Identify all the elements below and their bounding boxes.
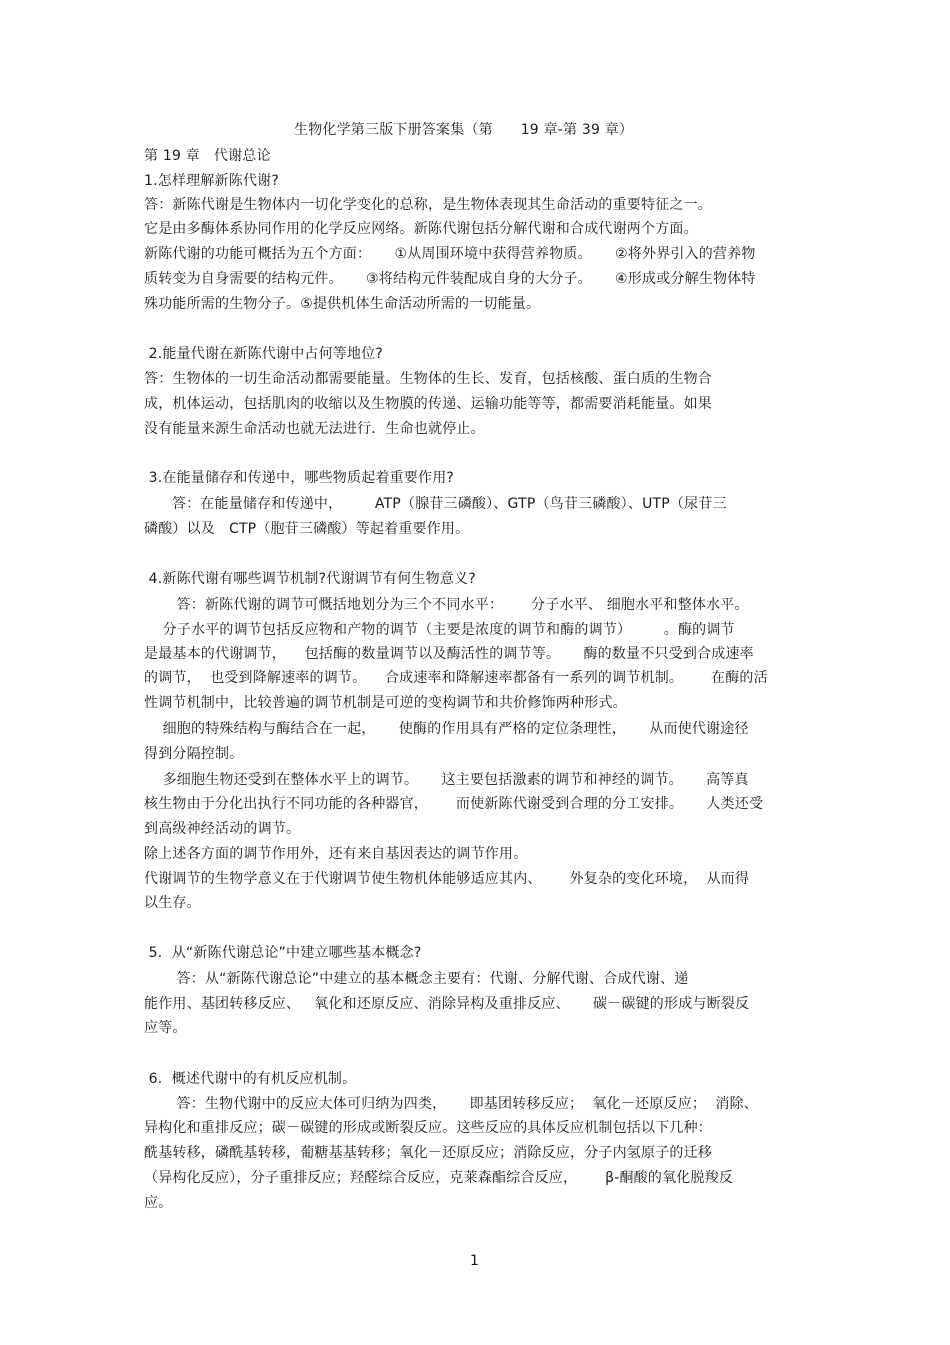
answer-line: 答：在能量储存和传递中， ATP（腺苷三磷酸）、GTP（鸟苷三磷酸）、UTP（尿苷三	[144, 496, 727, 512]
answer-line: 答：生物体的一切生命活动都需要能量。生物体的生长、发育，包括核酸、蛋白质的生物合	[144, 371, 712, 387]
answer-line: 异构化和重排反应；碳－碳键的形成或断裂反应。这些反应的具体反应机制包括以下几种：	[144, 1120, 712, 1136]
chapter-heading: 第 19 章 代谢总论	[144, 148, 271, 164]
answer-line: 的调节， 也受到降解速率的调节。 合成速率和降解速率都备有一系列的调节机制。 在酶的活	[144, 670, 768, 686]
answer-line: 答：新陈代谢是生物体内一切化学变化的总称，是生物体表现其生命活动的重要特征之一。	[144, 197, 712, 213]
question-1: 1.怎样理解新陈代谢?	[144, 173, 279, 189]
answer-line: 以生存。	[144, 895, 201, 911]
question-4: 4.新陈代谢有哪些调节机制?代谢调节有何生物意义?	[144, 571, 476, 587]
answer-line: 殊功能所需的生物分子。⑤提供机体生命活动所需的一切能量。	[144, 296, 541, 312]
answer-line: 代谢调节的生物学意义在于代谢调节使生物机体能够适应其内、 外复杂的变化环境， 从而得	[144, 871, 750, 887]
answer-line: 分子水平的调节包括反应物和产物的调节（主要是浓度的调节和酶的调节） 。酶的调节	[144, 622, 735, 638]
answer-line: 新陈代谢的功能可概括为五个方面： ①从周围环境中获得营养物质。 ②将外界引入的营养物	[144, 246, 756, 262]
question-5: 5. 从“新陈代谢总论”中建立哪些基本概念?	[144, 945, 422, 961]
answer-line: 它是由多酶体系协同作用的化学反应网络。新陈代谢包括分解代谢和合成代谢两个方面。	[144, 221, 698, 237]
page-number: 1	[470, 1253, 480, 1269]
answer-line: 细胞的特殊结构与酶结合在一起， 使酶的作用具有严格的定位条理性， 从而使代谢途径	[144, 721, 749, 737]
answer-line: 磷酸）以及 CTP（胞苷三磷酸）等起着重要作用。	[144, 521, 470, 537]
answer-line: 答：新陈代谢的调节可慨括地划分为三个不同水平： 分子水平、 细胞水平和整体水平。	[144, 597, 749, 613]
question-3: 3.在能量储存和传递中，哪些物质起着重要作用?	[144, 470, 455, 486]
answer-line: （异构化反应），分子重排反应；羟醛综合反应，克莱森酯综合反应， β-酮酸的氧化脱羧反	[144, 1170, 734, 1186]
answer-line: 能作用、基团转移反应、 氧化和还原反应、消除异构及重排反应、 碳－碳键的形成与断裂反	[144, 996, 750, 1012]
answer-line: 成，机体运动，包括肌肉的收缩以及生物膜的传递、运输功能等等，都需要消耗能量。如果	[144, 396, 712, 412]
document-title: 生物化学第三版下册答案集（第 19 章-第 39 章）	[294, 122, 634, 138]
answer-line: 性调节机制中，比较普遍的调节机制是可逆的变构调节和共价修饰两种形式。	[144, 695, 627, 711]
answer-line: 没有能量来源生命活动也就无法进行．生命也就停止。	[144, 421, 485, 437]
answer-line: 质转变为自身需要的结构元件。 ③将结构元件装配成自身的大分子。 ④形成或分解生物体特	[144, 271, 756, 287]
answer-line: 应等。	[144, 1020, 187, 1036]
answer-line: 到高级神经活动的调节。	[144, 821, 301, 837]
answer-line: 答：从“新陈代谢总论”中建立的基本概念主要有：代谢、分解代谢、合成代谢、递	[144, 971, 689, 987]
answer-line: 除上述各方面的调节作用外，还有来自基因表达的调节作用。	[144, 846, 528, 862]
question-2: 2.能量代谢在新陈代谢中占何等地位?	[144, 346, 384, 362]
answer-line: 是最基本的代谢调节， 包括酶的数量调节以及酶活性的调节等。 酶的数量不只受到合成速率	[144, 646, 754, 662]
answer-line: 酰基转移，磷酰基转移，葡糖基基转移；氧化－还原反应；消除反应，分子内氢原子的迁移	[144, 1145, 712, 1161]
answer-line: 核生物由于分化出执行不同功能的各种器官， 而使新陈代谢受到合理的分工安排。 人类还受	[144, 796, 764, 812]
answer-line: 应。	[144, 1195, 173, 1211]
question-6: 6. 概述代谢中的有机反应机制。	[144, 1071, 357, 1087]
answer-line: 多细胞生物还受到在整体水平上的调节。 这主要包括激素的调节和神经的调节。 高等真	[144, 772, 749, 788]
answer-line: 得到分隔控制。	[144, 746, 244, 762]
answer-line: 答：生物代谢中的反应大体可归纳为四类， 即基团转移反应； 氧化－还原反应； 消除、	[144, 1096, 759, 1112]
